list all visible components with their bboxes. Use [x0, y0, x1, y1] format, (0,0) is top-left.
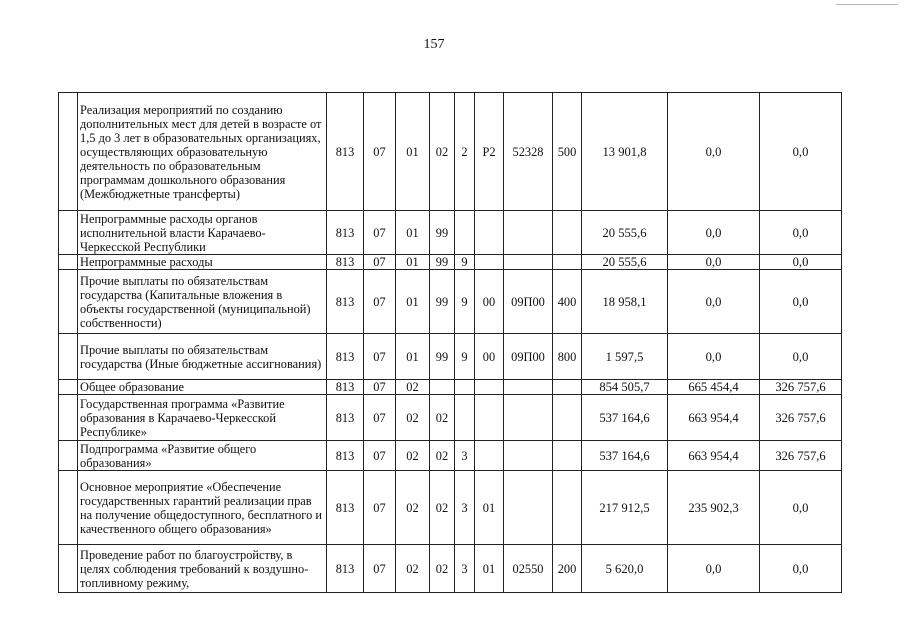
program-code: 99	[430, 255, 455, 270]
program-code: 02	[430, 395, 455, 441]
row-index-cell	[59, 93, 78, 211]
event-code: 01	[475, 471, 504, 545]
event-code: 00	[475, 334, 504, 380]
event-code	[475, 441, 504, 471]
amount-year-3: 0,0	[760, 93, 842, 211]
event-code	[475, 380, 504, 395]
amount-year-2: 0,0	[668, 211, 760, 255]
amount-year-3: 326 757,6	[760, 441, 842, 471]
expense-type-code	[553, 395, 582, 441]
budget-table	[58, 92, 842, 593]
program-code: 99	[430, 211, 455, 255]
subprogram-code: 3	[455, 545, 475, 593]
section-code: 07	[364, 334, 396, 380]
expense-type-code	[553, 211, 582, 255]
subsection-code: 02	[396, 441, 430, 471]
direction-code: 52328	[504, 93, 553, 211]
table-row	[59, 545, 842, 593]
row-index-cell	[59, 471, 78, 545]
amount-year-1: 854 505,7	[582, 380, 668, 395]
direction-code	[504, 471, 553, 545]
expense-type-code: 500	[553, 93, 582, 211]
expense-type-code	[553, 441, 582, 471]
amount-year-1: 20 555,6	[582, 255, 668, 270]
section-code: 07	[364, 545, 396, 593]
table-row	[59, 270, 842, 334]
program-code: 02	[430, 93, 455, 211]
amount-year-3: 0,0	[760, 211, 842, 255]
row-index-cell	[59, 380, 78, 395]
section-code: 07	[364, 471, 396, 545]
subprogram-code	[455, 395, 475, 441]
row-index-cell	[59, 395, 78, 441]
subsection-code: 02	[396, 380, 430, 395]
direction-code	[504, 441, 553, 471]
subsection-code: 02	[396, 395, 430, 441]
amount-year-2: 235 902,3	[668, 471, 760, 545]
section-code: 07	[364, 255, 396, 270]
row-name: Основное мероприятие «Обеспечение государственных гарантий реализации прав на получение общедоступного, бесплатного и качественного общего образования»	[78, 471, 327, 545]
table-row	[59, 441, 842, 471]
direction-code	[504, 255, 553, 270]
amount-year-3: 0,0	[760, 471, 842, 545]
amount-year-2: 0,0	[668, 255, 760, 270]
amount-year-1: 13 901,8	[582, 93, 668, 211]
table-row	[59, 395, 842, 441]
section-code: 07	[364, 441, 396, 471]
gr-code: 813	[327, 334, 364, 380]
row-index-cell	[59, 441, 78, 471]
direction-code: 02550	[504, 545, 553, 593]
direction-code	[504, 395, 553, 441]
subprogram-code: 2	[455, 93, 475, 211]
row-index-cell	[59, 545, 78, 593]
amount-year-3: 0,0	[760, 334, 842, 380]
direction-code	[504, 380, 553, 395]
row-name: Проведение работ по благоустройству, в целях соблюдения требований к воздушно-топливному режиму,	[78, 545, 327, 593]
gr-code: 813	[327, 93, 364, 211]
section-code: 07	[364, 93, 396, 211]
row-name: Реализация мероприятий по созданию дополнительных мест для детей в возрасте от 1,5 до 3 лет в образовательных организациях, осуществляющих образовательную деятельность по образовательным программам дошкольного образования (Межбюджетные трансферты)	[78, 93, 327, 211]
amount-year-2: 0,0	[668, 545, 760, 593]
amount-year-1: 217 912,5	[582, 471, 668, 545]
amount-year-3: 326 757,6	[760, 395, 842, 441]
gr-code: 813	[327, 441, 364, 471]
event-code: Р2	[475, 93, 504, 211]
row-name: Подпрограмма «Развитие общего образования»	[78, 441, 327, 471]
table-row	[59, 211, 842, 255]
amount-year-2: 0,0	[668, 334, 760, 380]
direction-code: 09П00	[504, 270, 553, 334]
subsection-code: 01	[396, 93, 430, 211]
event-code	[475, 395, 504, 441]
table-row	[59, 255, 842, 270]
amount-year-1: 5 620,0	[582, 545, 668, 593]
event-code: 01	[475, 545, 504, 593]
section-code: 07	[364, 270, 396, 334]
subprogram-code	[455, 380, 475, 395]
program-code	[430, 380, 455, 395]
subsection-code: 02	[396, 545, 430, 593]
gr-code: 813	[327, 270, 364, 334]
gr-code: 813	[327, 545, 364, 593]
top-edge-line	[836, 4, 898, 5]
subsection-code: 01	[396, 270, 430, 334]
amount-year-2: 0,0	[668, 270, 760, 334]
subprogram-code: 9	[455, 334, 475, 380]
table-row	[59, 93, 842, 211]
amount-year-1: 1 597,5	[582, 334, 668, 380]
row-index-cell	[59, 334, 78, 380]
expense-type-code	[553, 471, 582, 545]
page-number: 157	[423, 37, 445, 52]
expense-type-code	[553, 255, 582, 270]
gr-code: 813	[327, 380, 364, 395]
row-name: Общее образование	[78, 380, 327, 395]
amount-year-1: 537 164,6	[582, 441, 668, 471]
section-code: 07	[364, 211, 396, 255]
direction-code: 09П00	[504, 334, 553, 380]
expense-type-code	[553, 380, 582, 395]
row-index-cell	[59, 255, 78, 270]
amount-year-1: 20 555,6	[582, 211, 668, 255]
event-code: 00	[475, 270, 504, 334]
row-name: Непрограммные расходы органов исполнительной власти Карачаево-Черкесской Республики	[78, 211, 327, 255]
gr-code: 813	[327, 211, 364, 255]
section-code: 07	[364, 380, 396, 395]
amount-year-2: 0,0	[668, 93, 760, 211]
program-code: 02	[430, 441, 455, 471]
event-code	[475, 255, 504, 270]
row-name: Непрограммные расходы	[78, 255, 327, 270]
program-code: 99	[430, 334, 455, 380]
subsection-code: 01	[396, 334, 430, 380]
amount-year-1: 537 164,6	[582, 395, 668, 441]
subsection-code: 02	[396, 471, 430, 545]
amount-year-3: 0,0	[760, 255, 842, 270]
event-code	[475, 211, 504, 255]
expense-type-code: 200	[553, 545, 582, 593]
row-index-cell	[59, 211, 78, 255]
subsection-code: 01	[396, 211, 430, 255]
program-code: 02	[430, 545, 455, 593]
amount-year-1: 18 958,1	[582, 270, 668, 334]
subprogram-code: 9	[455, 270, 475, 334]
expense-type-code: 400	[553, 270, 582, 334]
table-row	[59, 380, 842, 395]
amount-year-3: 0,0	[760, 545, 842, 593]
amount-year-3: 326 757,6	[760, 380, 842, 395]
amount-year-2: 663 954,4	[668, 441, 760, 471]
row-index-cell	[59, 270, 78, 334]
gr-code: 813	[327, 395, 364, 441]
amount-year-2: 665 454,4	[668, 380, 760, 395]
amount-year-2: 663 954,4	[668, 395, 760, 441]
gr-code: 813	[327, 255, 364, 270]
direction-code	[504, 211, 553, 255]
subprogram-code: 3	[455, 441, 475, 471]
expense-type-code: 800	[553, 334, 582, 380]
row-name: Прочие выплаты по обязательствам государства (Капитальные вложения в объекты государственной (муниципальной) собственности)	[78, 270, 327, 334]
amount-year-3: 0,0	[760, 270, 842, 334]
subprogram-code: 9	[455, 255, 475, 270]
gr-code: 813	[327, 471, 364, 545]
row-name: Прочие выплаты по обязательствам государства (Иные бюджетные ассигнования)	[78, 334, 327, 380]
program-code: 02	[430, 471, 455, 545]
subsection-code: 01	[396, 255, 430, 270]
table-row	[59, 471, 842, 545]
table-row	[59, 334, 842, 380]
section-code: 07	[364, 395, 396, 441]
program-code: 99	[430, 270, 455, 334]
subprogram-code: 3	[455, 471, 475, 545]
subprogram-code	[455, 211, 475, 255]
row-name: Государственная программа «Развитие образования в Карачаево-Черкесской Республике»	[78, 395, 327, 441]
